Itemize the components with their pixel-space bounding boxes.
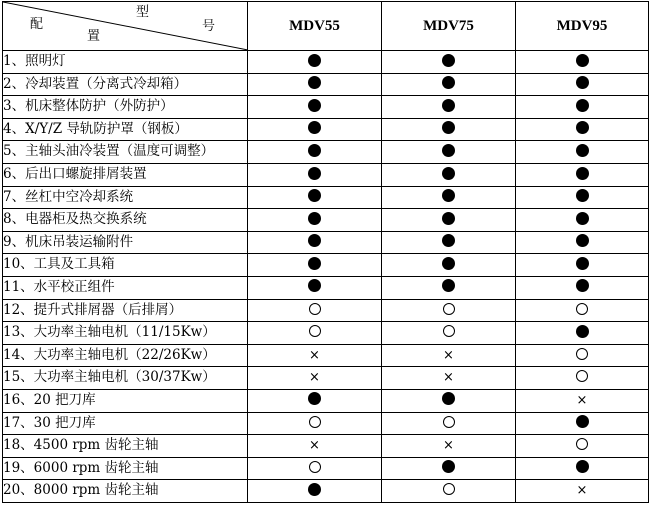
availability-cell bbox=[248, 209, 382, 232]
cross-icon: × bbox=[576, 392, 588, 408]
availability-cell bbox=[382, 118, 516, 141]
row-label: 2、冷却装置（分离式冷却箱） bbox=[3, 73, 248, 96]
open-circle-icon bbox=[443, 483, 455, 495]
open-circle-icon bbox=[443, 416, 455, 428]
header-row bbox=[3, 2, 649, 51]
availability-cell bbox=[382, 322, 516, 345]
model-header-mdv55: MDV55 bbox=[248, 2, 382, 51]
availability-cell bbox=[248, 96, 382, 119]
table-row bbox=[3, 412, 649, 435]
row-label: 20、8000 rpm 齿轮主轴 bbox=[3, 480, 248, 503]
table-row bbox=[3, 141, 649, 164]
filled-circle-icon bbox=[576, 279, 589, 292]
row-label: 11、水平校正组件 bbox=[3, 276, 248, 299]
filled-circle-icon bbox=[576, 257, 589, 270]
availability-cell bbox=[248, 254, 382, 277]
table-row bbox=[3, 231, 649, 254]
corner-label-left: 配 bbox=[30, 17, 44, 32]
open-circle-icon bbox=[576, 438, 588, 450]
table-row bbox=[3, 96, 649, 119]
availability-cell bbox=[516, 435, 649, 458]
availability-cell bbox=[516, 209, 649, 232]
filled-circle-icon bbox=[442, 392, 455, 405]
table-row bbox=[3, 276, 649, 299]
filled-circle-icon bbox=[308, 212, 321, 225]
availability-cell bbox=[248, 457, 382, 480]
filled-circle-icon bbox=[308, 279, 321, 292]
filled-circle-icon bbox=[308, 483, 321, 496]
filled-circle-icon bbox=[308, 99, 321, 112]
cross-icon: × bbox=[443, 347, 454, 363]
availability-cell bbox=[382, 141, 516, 164]
availability-cell bbox=[382, 299, 516, 322]
availability-cell bbox=[248, 367, 382, 390]
availability-cell bbox=[382, 96, 516, 119]
corner-label-bottom: 置 bbox=[87, 29, 101, 44]
row-label: 19、6000 rpm 齿轮主轴 bbox=[3, 457, 248, 480]
availability-cell bbox=[516, 322, 649, 345]
filled-circle-icon bbox=[442, 144, 455, 157]
availability-cell bbox=[382, 457, 516, 480]
filled-circle-icon bbox=[442, 76, 455, 89]
model-header-mdv75: MDV75 bbox=[382, 2, 516, 51]
filled-circle-icon bbox=[576, 54, 589, 67]
availability-cell bbox=[516, 412, 649, 435]
filled-circle-icon bbox=[576, 460, 589, 473]
filled-circle-icon bbox=[442, 460, 455, 473]
row-label: 6、后出口螺旋排屑装置 bbox=[3, 163, 248, 186]
row-label: 4、X/Y/Z 导轨防护罩（钢板） bbox=[3, 118, 248, 141]
availability-cell bbox=[382, 480, 516, 503]
availability-cell bbox=[382, 73, 516, 96]
cross-icon: × bbox=[576, 483, 588, 499]
availability-cell bbox=[248, 299, 382, 322]
filled-circle-icon bbox=[442, 167, 455, 180]
corner-label-right: 号 bbox=[202, 19, 216, 34]
filled-circle-icon bbox=[308, 234, 321, 247]
availability-cell bbox=[248, 480, 382, 503]
configuration-table bbox=[2, 1, 649, 503]
open-circle-icon bbox=[576, 303, 588, 315]
availability-cell bbox=[382, 435, 516, 458]
model-header-mdv95: MDV95 bbox=[516, 2, 649, 51]
cross-icon: × bbox=[443, 370, 454, 386]
table-row bbox=[3, 322, 649, 345]
availability-cell bbox=[382, 389, 516, 412]
filled-circle-icon bbox=[308, 76, 321, 89]
availability-cell bbox=[248, 186, 382, 209]
availability-cell bbox=[516, 276, 649, 299]
filled-circle-icon bbox=[442, 279, 455, 292]
availability-cell bbox=[248, 344, 382, 367]
table-row bbox=[3, 457, 649, 480]
availability-cell bbox=[382, 276, 516, 299]
availability-cell bbox=[382, 209, 516, 232]
filled-circle-icon bbox=[576, 189, 589, 202]
availability-cell bbox=[382, 186, 516, 209]
corner-cell bbox=[3, 2, 248, 51]
availability-cell bbox=[516, 254, 649, 277]
open-circle-icon bbox=[309, 461, 321, 473]
table-row bbox=[3, 435, 649, 458]
filled-circle-icon bbox=[576, 99, 589, 112]
table-row bbox=[3, 344, 649, 367]
table-row bbox=[3, 209, 649, 232]
availability-cell bbox=[382, 344, 516, 367]
availability-cell bbox=[382, 163, 516, 186]
filled-circle-icon bbox=[576, 144, 589, 157]
row-label: 12、提升式排屑器（后排屑） bbox=[3, 299, 248, 322]
availability-cell bbox=[516, 367, 649, 390]
filled-circle-icon bbox=[576, 167, 589, 180]
table-row bbox=[3, 480, 649, 503]
filled-circle-icon bbox=[576, 234, 589, 247]
filled-circle-icon bbox=[308, 392, 321, 405]
filled-circle-icon bbox=[576, 325, 589, 338]
filled-circle-icon bbox=[308, 189, 321, 202]
row-label: 14、大功率主轴电机（22/26Kw） bbox=[3, 344, 248, 367]
availability-cell bbox=[516, 344, 649, 367]
table-row bbox=[3, 299, 649, 322]
table-row bbox=[3, 367, 649, 390]
filled-circle-icon bbox=[308, 121, 321, 134]
filled-circle-icon bbox=[442, 212, 455, 225]
availability-cell bbox=[382, 231, 516, 254]
row-label: 18、4500 rpm 齿轮主轴 bbox=[3, 435, 248, 458]
table-row bbox=[3, 73, 649, 96]
filled-circle-icon bbox=[442, 54, 455, 67]
availability-cell bbox=[382, 254, 516, 277]
row-label: 1、照明灯 bbox=[3, 51, 248, 74]
filled-circle-icon bbox=[308, 54, 321, 67]
table-row bbox=[3, 118, 649, 141]
availability-cell bbox=[382, 367, 516, 390]
filled-circle-icon bbox=[442, 189, 455, 202]
row-label: 3、机床整体防护（外防护） bbox=[3, 96, 248, 119]
availability-cell bbox=[516, 389, 649, 412]
availability-cell bbox=[248, 389, 382, 412]
filled-circle-icon bbox=[442, 257, 455, 270]
filled-circle-icon bbox=[576, 212, 589, 225]
filled-circle-icon bbox=[308, 167, 321, 180]
availability-cell bbox=[248, 163, 382, 186]
availability-cell bbox=[516, 299, 649, 322]
cross-icon: × bbox=[309, 347, 320, 363]
table-row bbox=[3, 163, 649, 186]
availability-cell bbox=[248, 118, 382, 141]
table-row bbox=[3, 389, 649, 412]
availability-cell bbox=[516, 51, 649, 74]
table-row bbox=[3, 51, 649, 74]
open-circle-icon bbox=[309, 325, 321, 337]
availability-cell bbox=[248, 322, 382, 345]
row-label: 9、机床吊装运输附件 bbox=[3, 231, 248, 254]
row-label: 17、30 把刀库 bbox=[3, 412, 248, 435]
availability-cell bbox=[248, 412, 382, 435]
availability-cell bbox=[516, 73, 649, 96]
filled-circle-icon bbox=[308, 257, 321, 270]
availability-cell bbox=[516, 96, 649, 119]
open-circle-icon bbox=[443, 303, 455, 315]
availability-cell bbox=[516, 118, 649, 141]
filled-circle-icon bbox=[442, 121, 455, 134]
availability-cell bbox=[516, 163, 649, 186]
availability-cell bbox=[516, 231, 649, 254]
availability-cell bbox=[516, 457, 649, 480]
availability-cell bbox=[248, 231, 382, 254]
open-circle-icon bbox=[309, 416, 321, 428]
filled-circle-icon bbox=[576, 415, 589, 428]
availability-cell bbox=[382, 51, 516, 74]
availability-cell bbox=[248, 276, 382, 299]
row-label: 16、20 把刀库 bbox=[3, 389, 248, 412]
availability-cell bbox=[248, 435, 382, 458]
availability-cell bbox=[248, 51, 382, 74]
availability-cell bbox=[516, 480, 649, 503]
filled-circle-icon bbox=[442, 99, 455, 112]
availability-cell bbox=[248, 141, 382, 164]
table-row bbox=[3, 254, 649, 277]
row-label: 13、大功率主轴电机（11/15Kw） bbox=[3, 322, 248, 345]
availability-cell bbox=[516, 141, 649, 164]
filled-circle-icon bbox=[308, 144, 321, 157]
cross-icon: × bbox=[443, 438, 454, 454]
corner-label-top: 型 bbox=[136, 5, 150, 20]
open-circle-icon bbox=[576, 370, 588, 382]
cross-icon: × bbox=[309, 438, 320, 454]
filled-circle-icon bbox=[576, 121, 589, 134]
availability-cell bbox=[248, 73, 382, 96]
availability-cell bbox=[516, 186, 649, 209]
filled-circle-icon bbox=[576, 76, 589, 89]
open-circle-icon bbox=[443, 325, 455, 337]
filled-circle-icon bbox=[442, 234, 455, 247]
row-label: 10、工具及工具箱 bbox=[3, 254, 248, 277]
table-row bbox=[3, 186, 649, 209]
row-label: 7、丝杠中空冷却系统 bbox=[3, 186, 248, 209]
row-label: 15、大功率主轴电机（30/37Kw） bbox=[3, 367, 248, 390]
row-label: 8、电器柜及热交换系统 bbox=[3, 209, 248, 232]
cross-icon: × bbox=[309, 370, 320, 386]
availability-cell bbox=[382, 412, 516, 435]
row-label: 5、主轴头油冷装置（温度可调整） bbox=[3, 141, 248, 164]
open-circle-icon bbox=[576, 348, 588, 360]
open-circle-icon bbox=[309, 303, 321, 315]
